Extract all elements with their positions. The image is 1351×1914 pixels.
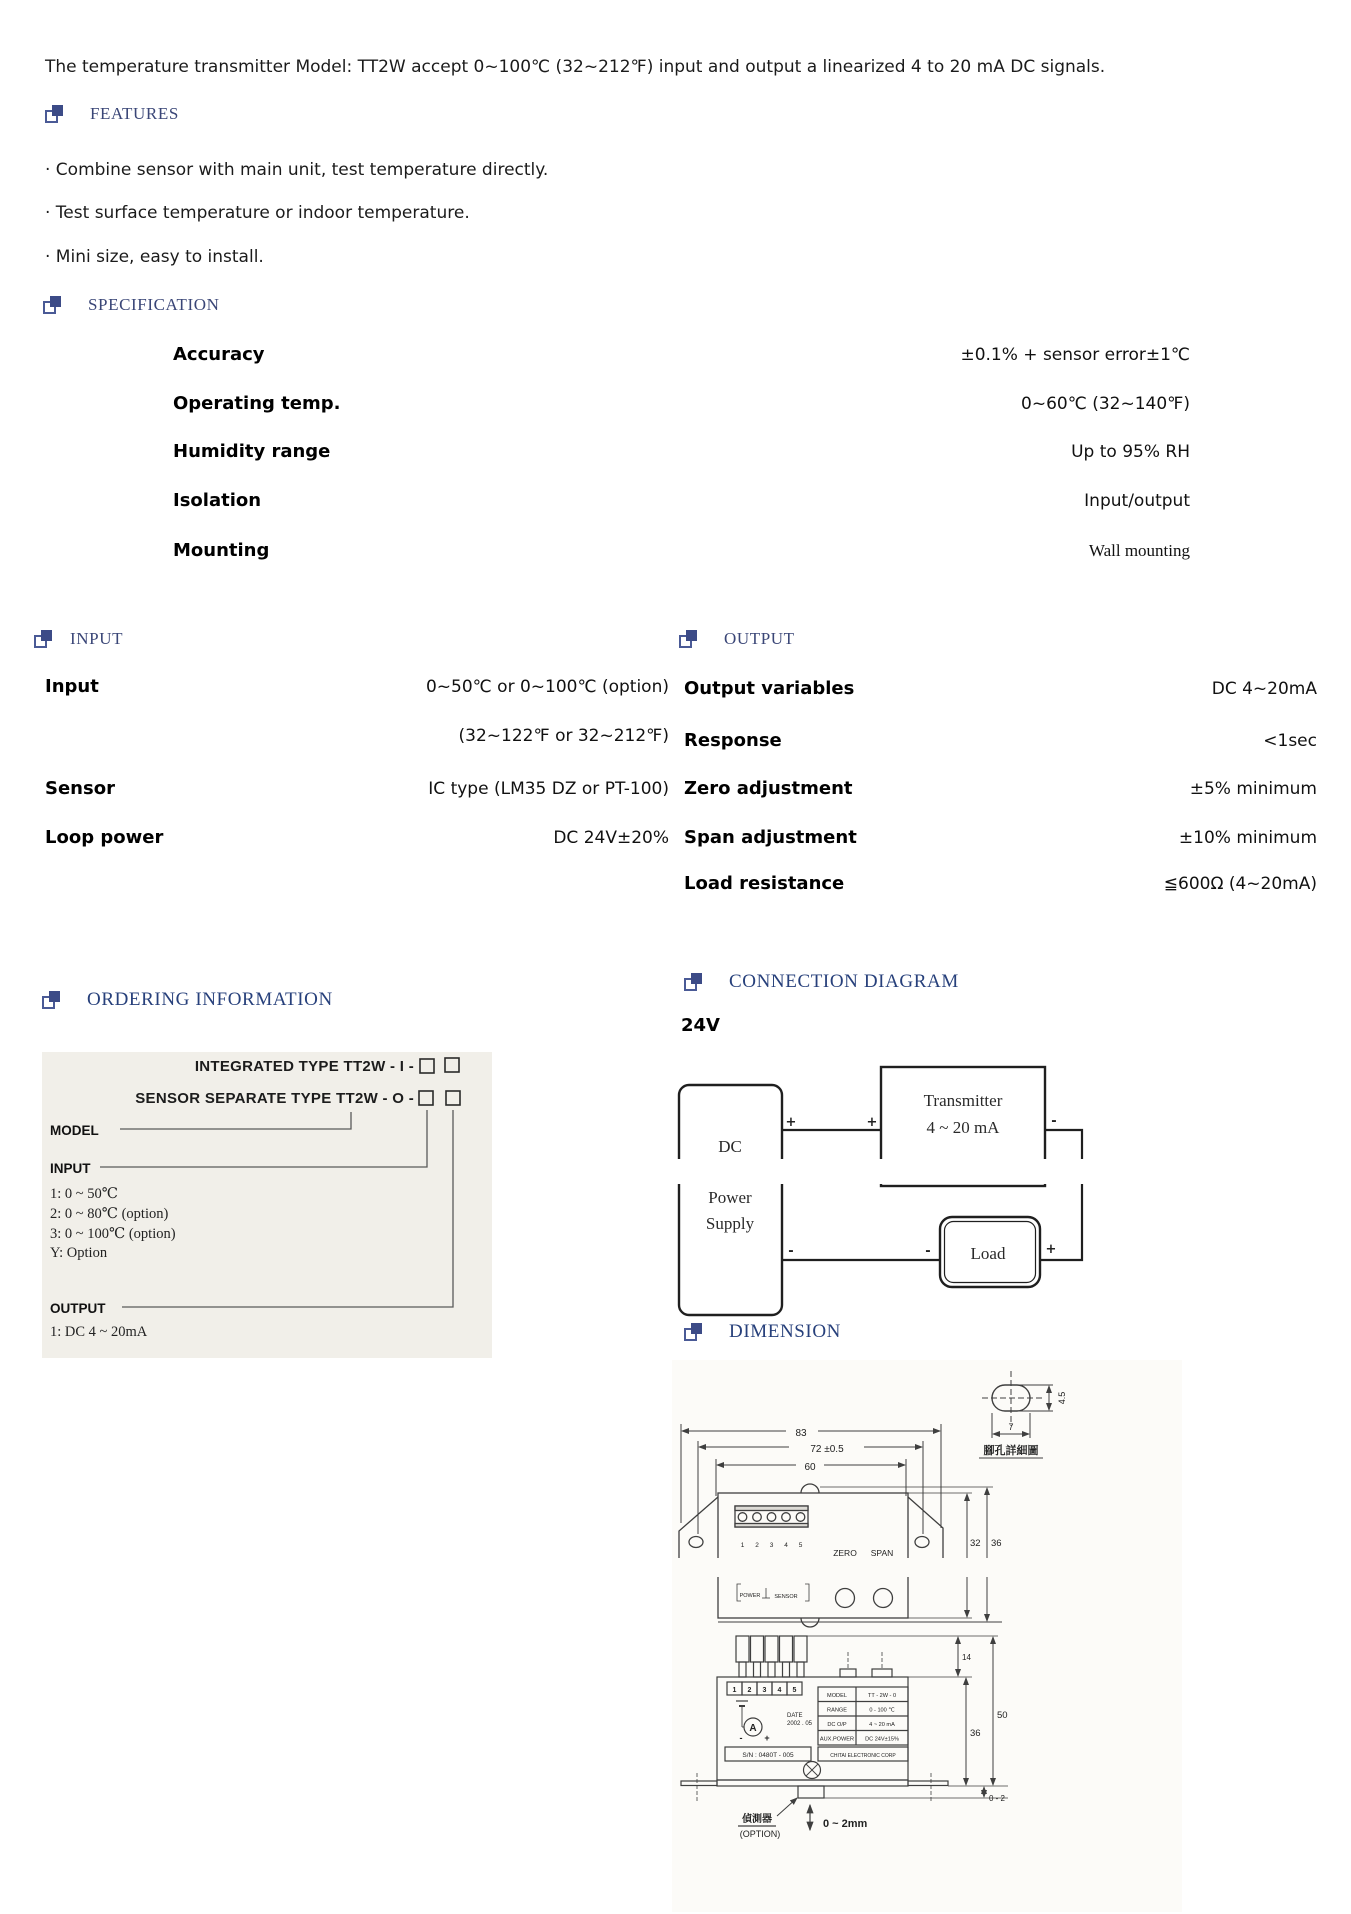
pages-icon [679, 630, 697, 648]
input-value: 0~50℃ or 0~100℃ (option) [425, 677, 669, 697]
terminal-number: 4 [777, 1687, 782, 1694]
plus-sign: + [785, 1115, 797, 1130]
manufacturer-name: CHITAI ELECTRONIC CORP [830, 1753, 896, 1759]
hole-height-dim: 4.5 [1057, 1391, 1067, 1405]
input-label: Sensor [45, 778, 115, 799]
section-title-features: FEATURES [90, 104, 179, 123]
section-title-output: OUTPUT [724, 629, 795, 648]
power-label: Power [708, 1188, 752, 1207]
zero-adjust-label: ZERO [833, 1548, 857, 1558]
serial-number: S/N : 0480T - 005 [742, 1752, 794, 1759]
spec-value: Wall mounting [1088, 541, 1190, 560]
feature-bullet: · Combine sensor with main unit, test temperature directly. [45, 160, 549, 180]
width-dim-body: 60 [804, 1462, 816, 1473]
nameplate-key: RANGE [827, 1707, 847, 1714]
output-value: ≦600Ω (4~20mA) [1163, 874, 1317, 894]
output-label: Output variables [684, 678, 855, 699]
section-header-dimension [684, 1321, 841, 1343]
terminal-number: 1 [732, 1687, 737, 1694]
spec-label: Isolation [173, 490, 262, 511]
output-label: Span adjustment [684, 827, 857, 848]
probe-travel-dim: 0 ~ 2mm [823, 1818, 868, 1830]
nameplate-key: AUX.POWER [819, 1736, 855, 1743]
pages-icon [34, 630, 52, 648]
dimension-drawing [672, 1360, 1182, 1912]
terminal-number: 5 [792, 1687, 797, 1694]
depth-dim-body: 36 [970, 1728, 981, 1739]
ordering-code-diagram [40, 1048, 510, 1363]
input-label: Loop power [45, 827, 164, 848]
span-adjust-label: SPAN [870, 1548, 894, 1558]
output-label: Load resistance [684, 873, 845, 894]
plus-sign: + [764, 1733, 770, 1743]
output-value: <1sec [1263, 731, 1317, 751]
probe-option-label: (OPTION) [739, 1829, 781, 1839]
input-option: Y: Option [50, 1245, 108, 1261]
section-header-input [34, 629, 123, 649]
terminal-number: 1 [740, 1542, 745, 1549]
terminal-number: 2 [755, 1542, 759, 1549]
input-value: IC type (LM35 DZ or PT-100) [428, 779, 669, 799]
section-header-connection [684, 971, 959, 993]
section-header-features [45, 104, 179, 124]
section-header-ordering [42, 989, 333, 1011]
nameplate-value: 0 - 100 ℃ [869, 1707, 895, 1714]
minus-sign: - [925, 1244, 931, 1259]
pages-icon [684, 973, 702, 991]
scan-artifact-band [674, 1159, 1098, 1184]
hole-detail-caption: 腳孔詳細圖 [983, 1445, 1039, 1457]
height-dim-body: 32 [970, 1538, 981, 1549]
model-label: MODEL [50, 1123, 99, 1138]
terminal-number: 4 [784, 1542, 788, 1549]
depth-dim-terminal: 14 [962, 1653, 971, 1662]
sensor-gap-dim: 0 - 2 [989, 1794, 1006, 1803]
spec-value: Input/output [1084, 491, 1190, 511]
output-label: Response [684, 730, 782, 751]
terminal-number: 2 [747, 1687, 752, 1694]
section-title-connection: CONNECTION DIAGRAM [729, 971, 959, 992]
section-title-ordering: ORDERING INFORMATION [87, 989, 333, 1010]
section-title-specification: SPECIFICATION [88, 295, 220, 314]
input-value: (32~122℉ or 32~212℉) [458, 726, 669, 746]
supply-label: Supply [705, 1214, 755, 1233]
pages-icon [42, 991, 60, 1009]
plus-sign: + [866, 1115, 878, 1130]
pages-icon [43, 296, 61, 314]
section-header-specification [43, 295, 220, 315]
pages-icon [684, 1323, 702, 1341]
section-title-dimension: DIMENSION [729, 1321, 842, 1342]
spec-value: Up to 95% RH [1071, 442, 1190, 462]
transmitter-label: Transmitter [923, 1091, 1003, 1110]
spec-label: Accuracy [173, 344, 265, 365]
spec-label: Mounting [173, 540, 270, 561]
feature-bullet: · Test surface temperature or indoor temperature. [45, 203, 470, 223]
output-value: DC 4~20mA [1211, 679, 1317, 699]
hole-width-dim: 7 [1008, 1422, 1014, 1432]
spec-label: Operating temp. [173, 393, 341, 414]
width-dim-outer: 83 [795, 1428, 807, 1439]
minus-sign: - [739, 1733, 743, 1743]
supply-voltage-label: 24V [681, 1015, 720, 1036]
sensor-separate-type-line: SENSOR SEPARATE TYPE TT2W - O - [135, 1090, 414, 1107]
transmitter-range-label: 4 ~ 20 mA [926, 1118, 1000, 1137]
intro-text: The temperature transmitter Model: TT2W accept 0~100℃ (32~212℉) input and output a linearized 4 to 20 mA DC signals. [45, 57, 1106, 77]
spec-label: Humidity range [173, 441, 331, 462]
probe-label: 偵測器 [742, 1814, 772, 1825]
section-title-input: INPUT [70, 629, 124, 648]
input-label: Input [45, 676, 99, 697]
input-option: 1: 0 ~ 50℃ [50, 1186, 118, 1202]
connection-diagram [672, 1058, 1102, 1320]
ammeter-symbol: A [749, 1723, 757, 1734]
nameplate-value: TT - 2W - 0 [867, 1693, 897, 1699]
date-value: 2002 . 05 [787, 1721, 813, 1727]
input-option: 2: 0 ~ 80℃ (option) [50, 1206, 169, 1222]
input-value: DC 24V±20% [553, 828, 669, 848]
minus-sign: - [1051, 1114, 1057, 1129]
output-code-label: OUTPUT [50, 1301, 106, 1316]
nameplate-value: 4 ~ 20 mA [869, 1722, 895, 1728]
nameplate-key: MODEL [827, 1693, 847, 1699]
date-label: DATE [787, 1713, 803, 1719]
spec-value: ±0.1% + sensor error±1℃ [960, 345, 1190, 365]
section-header-output [679, 629, 795, 649]
depth-dim-outer: 50 [997, 1710, 1008, 1721]
scan-artifact-band [672, 1558, 1017, 1577]
input-code-label: INPUT [50, 1161, 91, 1176]
integrated-type-line: INTEGRATED TYPE TT2W - I - [194, 1058, 414, 1075]
nameplate-value: DC 24V±15% [865, 1736, 899, 1743]
output-label: Zero adjustment [684, 778, 853, 799]
terminal-number: 5 [798, 1542, 803, 1549]
pages-icon [45, 105, 63, 123]
power-terminals-label: POWER [739, 1593, 761, 1599]
terminal-number: 3 [769, 1542, 774, 1549]
output-value: ±10% minimum [1178, 828, 1317, 848]
output-option: 1: DC 4 ~ 20mA [50, 1324, 148, 1340]
input-option: 3: 0 ~ 100℃ (option) [50, 1226, 176, 1242]
sensor-terminals-label: SENSOR [774, 1594, 798, 1600]
load-label: Load [970, 1244, 1006, 1263]
dc-label: DC [718, 1137, 742, 1156]
width-dim-holes: 72 ±0.5 [810, 1444, 844, 1455]
height-dim-outer: 36 [991, 1538, 1002, 1549]
terminal-number: 3 [762, 1687, 767, 1694]
feature-bullet: · Mini size, easy to install. [45, 247, 264, 267]
minus-sign: - [788, 1244, 794, 1259]
output-value: ±5% minimum [1189, 779, 1317, 799]
spec-value: 0~60℃ (32~140℉) [1021, 394, 1190, 414]
plus-sign: + [1045, 1242, 1057, 1257]
nameplate-key: DC O/P [827, 1722, 847, 1728]
